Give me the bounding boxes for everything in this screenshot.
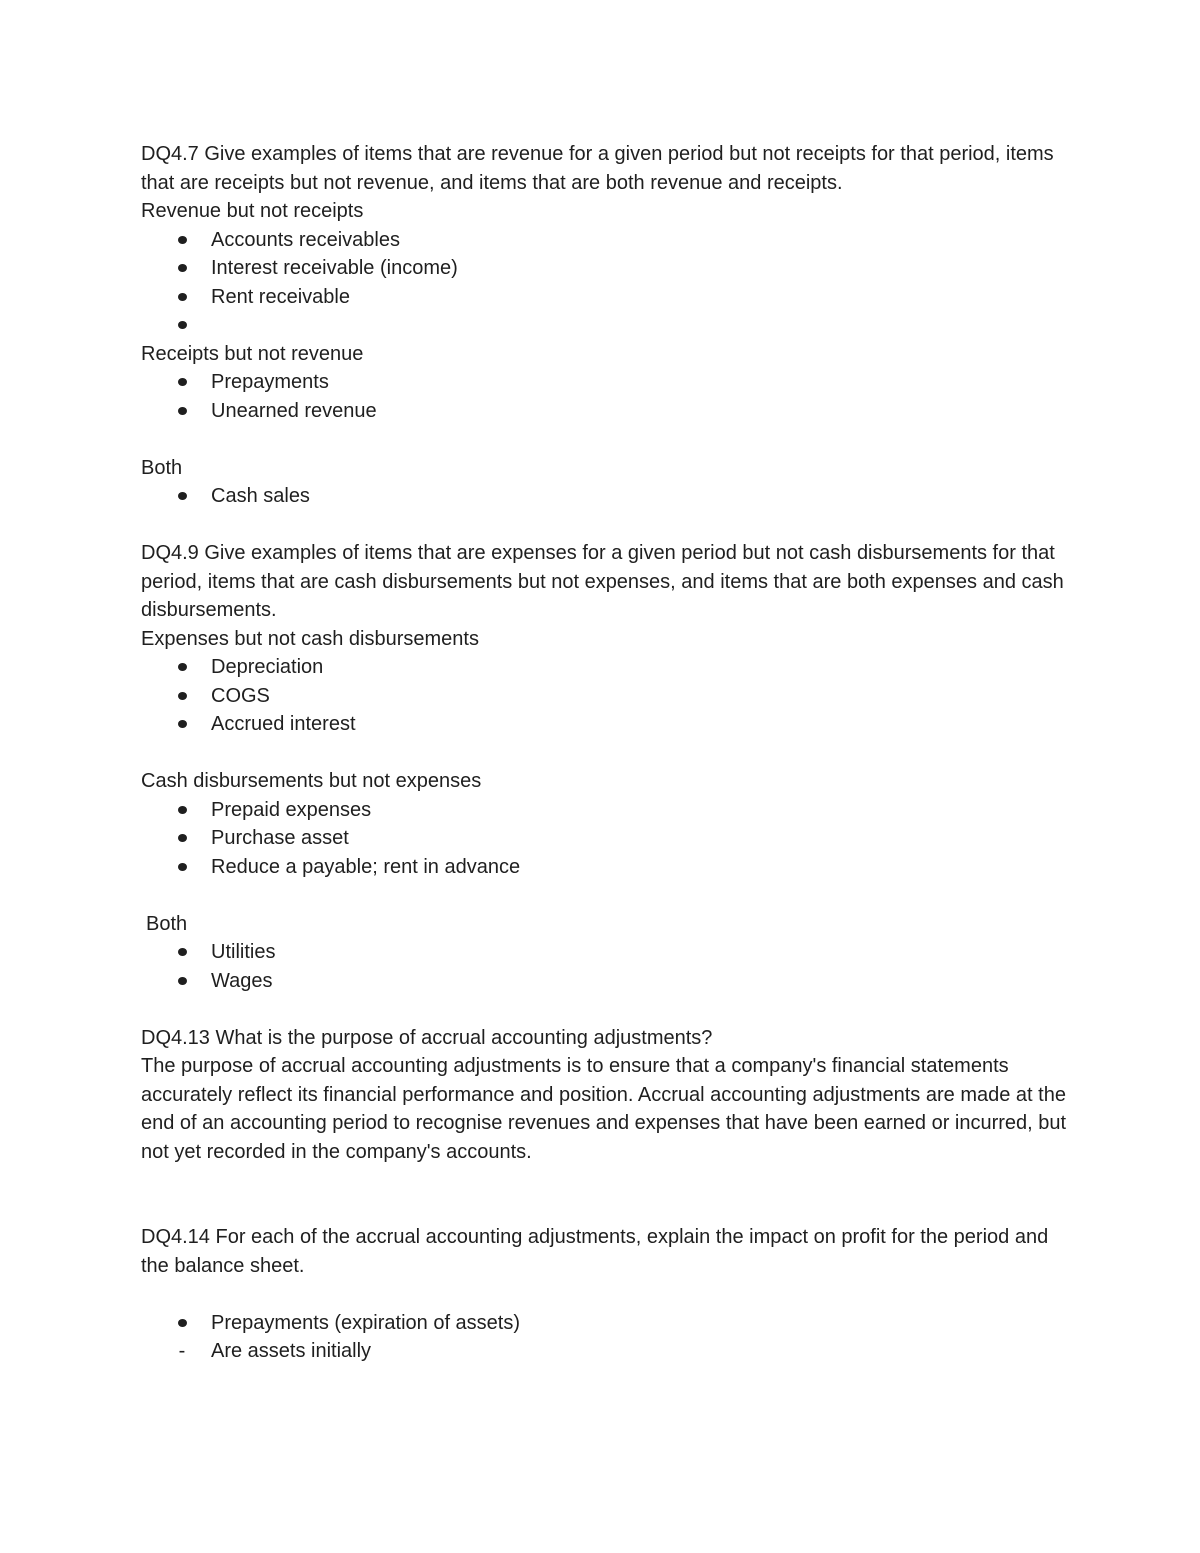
list-item: Interest receivable (income) — [141, 254, 1071, 283]
list-item: Prepayments (expiration of assets) — [141, 1309, 1071, 1338]
question-dq4-9 — [141, 539, 1071, 995]
bullet-icon — [178, 1319, 187, 1327]
list-item: Purchase asset — [141, 824, 1071, 853]
bullet-icon — [178, 293, 187, 301]
group-heading: Both — [141, 456, 183, 479]
question-dq4-13 — [141, 1024, 1071, 1167]
list-item: Accrued interest — [141, 710, 1071, 739]
bullet-icon — [178, 692, 187, 700]
list-item: Depreciation — [141, 653, 1071, 682]
spacer — [141, 511, 1071, 540]
question-prompt: DQ4.7 Give examples of items that are revenue for a given period but not receipts for that period, items that are receipts but not revenue, and items that are both revenue and receipts. — [141, 143, 1054, 194]
bullet-icon — [178, 236, 187, 244]
question-prompt: DQ4.9 Give examples of items that are expenses for a given period but not cash disbursements for that period, items that are cash disbursements but not expenses, and items that are both expenses and cash disbursements. — [141, 542, 1064, 621]
spacer — [141, 995, 1071, 1024]
bullet-icon — [178, 806, 187, 814]
list-item: Reduce a payable; rent in advance — [141, 853, 1071, 882]
list-item: Cash sales — [141, 482, 1071, 511]
spacer — [141, 739, 1071, 768]
question-prompt: DQ4.13 What is the purpose of accrual accounting adjustments? — [141, 1026, 713, 1049]
spacer — [141, 1166, 1071, 1223]
bullet-list — [141, 796, 1071, 882]
bullet-icon — [178, 378, 187, 386]
group-heading: Both — [146, 912, 188, 935]
bullet-icon — [178, 264, 187, 272]
bullet-icon — [178, 321, 187, 329]
list-item: Utilities — [141, 938, 1071, 967]
list-item: Prepayments — [141, 368, 1071, 397]
bullet-icon — [178, 834, 187, 842]
spacer — [141, 425, 1071, 454]
list-item: Wages — [141, 967, 1071, 996]
question-dq4-7 — [141, 140, 1071, 511]
list-item: Accounts receivables — [141, 226, 1071, 255]
list-item: Prepaid expenses — [141, 796, 1071, 825]
question-dq4-14 — [141, 1223, 1071, 1366]
spacer — [141, 1280, 1071, 1309]
group-heading: Cash disbursements but not expenses — [141, 770, 482, 792]
bullet-icon — [178, 720, 187, 728]
bullet-list — [141, 653, 1071, 739]
document-page — [141, 140, 1071, 1366]
bullet-icon — [178, 407, 187, 415]
bullet-list — [141, 226, 1071, 340]
bullet-icon — [178, 863, 187, 871]
dash-marker: - — [178, 1340, 186, 1362]
group-heading: Revenue but not receipts — [141, 200, 364, 222]
bullet-icon — [178, 663, 187, 671]
spacer — [141, 881, 1071, 910]
bullet-list — [141, 368, 1071, 425]
bullet-list — [141, 1309, 1071, 1366]
list-item: Unearned revenue — [141, 397, 1071, 426]
list-item: COGS — [141, 682, 1071, 711]
group-heading: Receipts but not revenue — [141, 342, 364, 365]
bullet-icon — [178, 948, 187, 956]
bullet-icon — [178, 977, 187, 985]
list-item: - Are assets initially — [141, 1337, 1071, 1366]
bullet-list — [141, 482, 1071, 511]
group-heading: Expenses but not cash disbursements — [141, 627, 479, 650]
question-prompt: DQ4.14 For each of the accrual accounting adjustments, explain the impact on profit for the period and the balance sheet. — [141, 1226, 1049, 1277]
list-item: Rent receivable — [141, 283, 1071, 312]
list-item-empty — [141, 311, 1071, 340]
bullet-icon — [178, 492, 187, 500]
answer-paragraph: The purpose of accrual accounting adjustments is to ensure that a company's financial statements accurately reflect its financial performance and position. Accrual accounting adjustments are made at the end of an accounting period to recognise revenues and expenses that have been earned or incurred, but not yet recorded in the company's accounts. — [141, 1055, 1067, 1163]
bullet-list — [141, 938, 1071, 995]
